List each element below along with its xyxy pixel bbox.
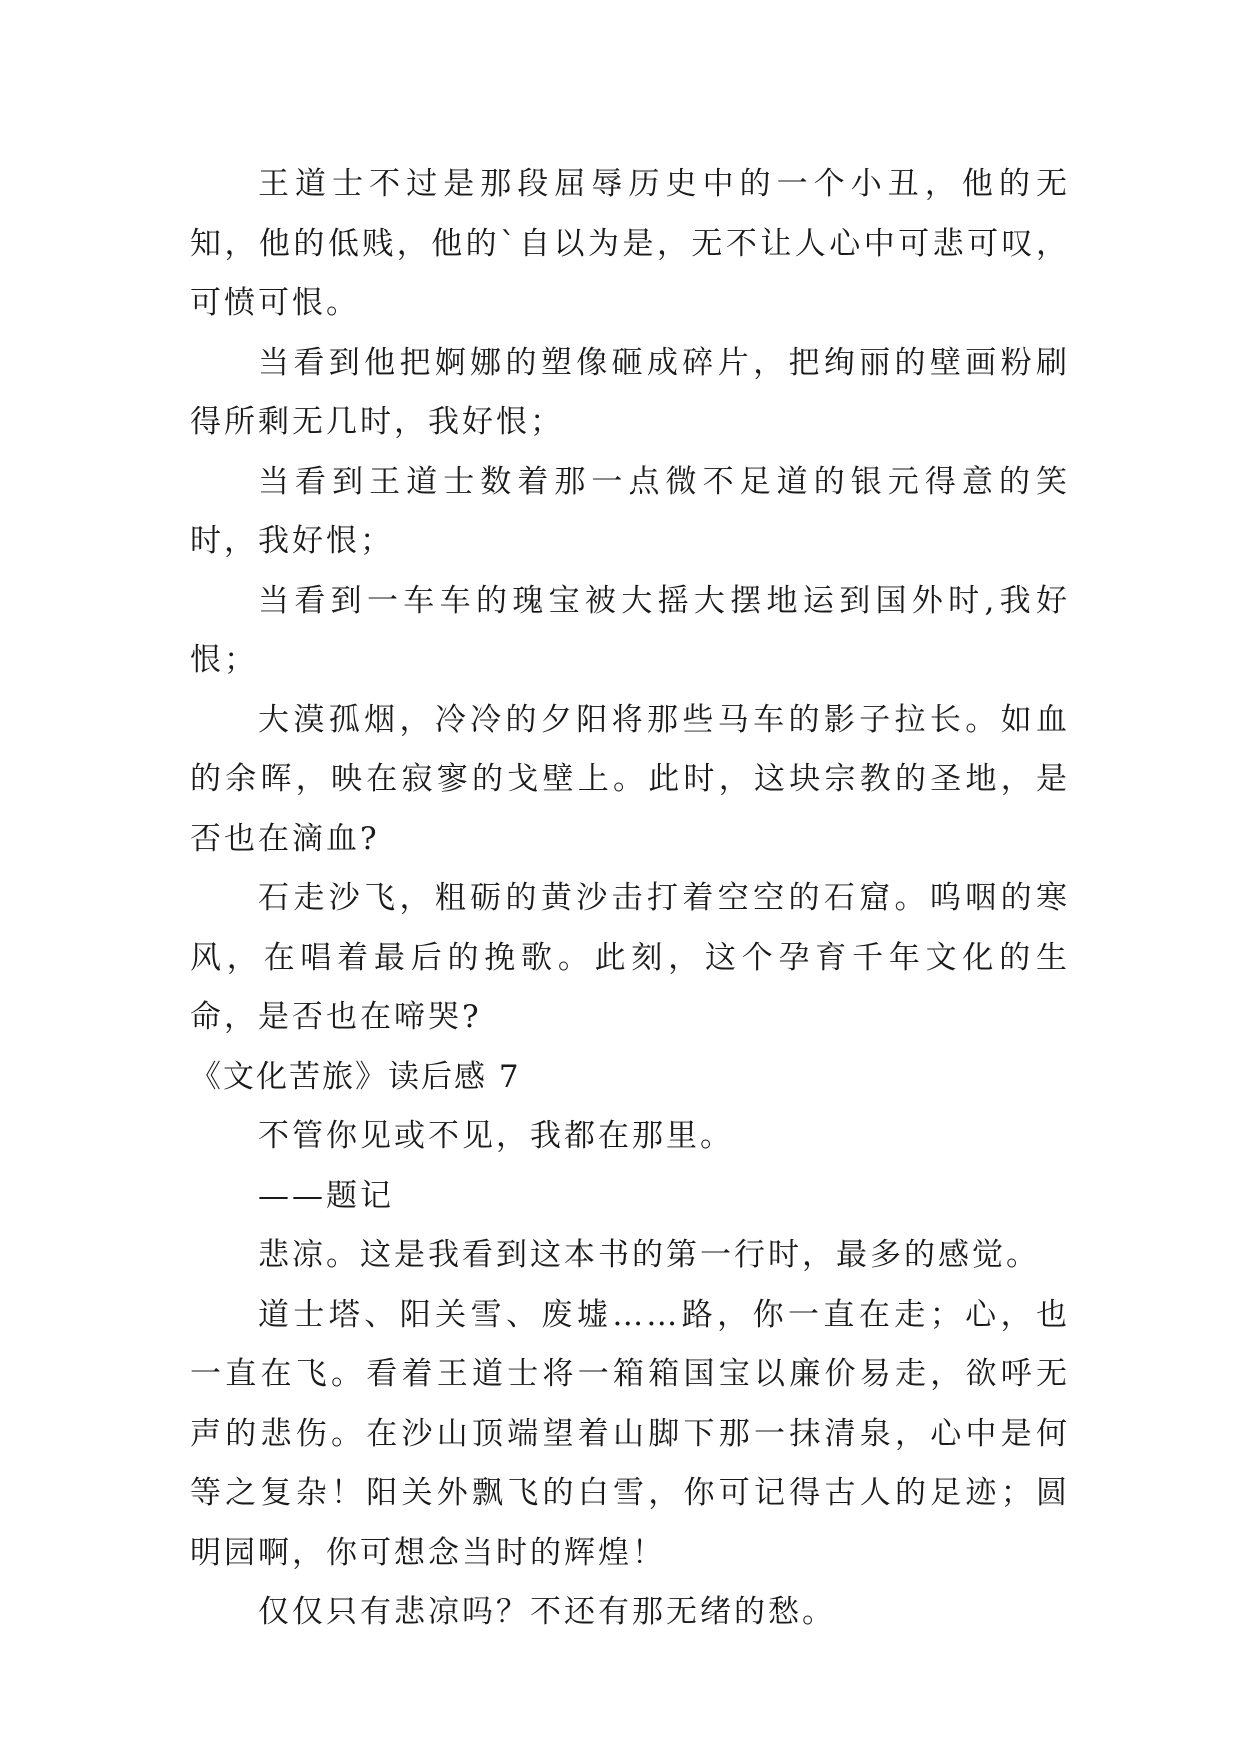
paragraph-wang-daoshi: 王道士不过是那段屈辱历史中的一个小丑，他的无知，他的低贱，他的`自以为是，无不让人心中可悲可叹，可愤可恨。 [190,166,1070,321]
paragraph-sorrow: 悲凉。这是我看到这本书的第一行时，最多的感觉。 [258,1237,1040,1273]
section-title: 《文化苦旅》读后感 7 [190,1058,521,1095]
paragraph-treasures: 当看到一车车的瑰宝被大摇大摆地运到国外时,我好恨； [190,582,1070,678]
paragraph-sandstorm: 石走沙飞，粗砺的黄沙击打着空空的石窟。呜咽的寒风，在唱着最后的挽歌。此刻，这个孕育千年文化的生命，是否也在啼哭? [190,880,1070,1035]
paragraph-statues: 当看到他把婀娜的塑像砸成碎片，把绚丽的壁画粉刷得所剩无几时，我好恨； [190,344,1070,440]
paragraph-journey: 道士塔、阳关雪、废墟……路，你一直在走；心，也一直在飞。看着王道士将一箱箱国宝以廉价易走，欲呼无声的悲伤。在沙山顶端望着山脚下那一抹清泉，心中是何等之复杂！阳关外飘飞的白雪，你可记得古人的足迹；圆明园啊，你可想念当时的辉煌！ [190,1296,1070,1571]
paragraph-melancholy: 仅仅只有悲凉吗？不还有那无绪的愁。 [258,1594,836,1630]
paragraph-silver-coins: 当看到王道士数着那一点微不足道的银元得意的笑时，我好恨； [190,463,1070,559]
paragraph-epigraph: 不管你见或不见，我都在那里。 [258,1118,734,1154]
paragraph-epigraph-note: ——题记 [258,1177,394,1214]
paragraph-desert-smoke: 大漠孤烟，冷冷的夕阳将那些马车的影子拉长。如血的余晖，映在寂寥的戈壁上。此时，这块宗教的圣地，是否也在滴血? [190,701,1070,857]
document-body [190,155,1070,1643]
